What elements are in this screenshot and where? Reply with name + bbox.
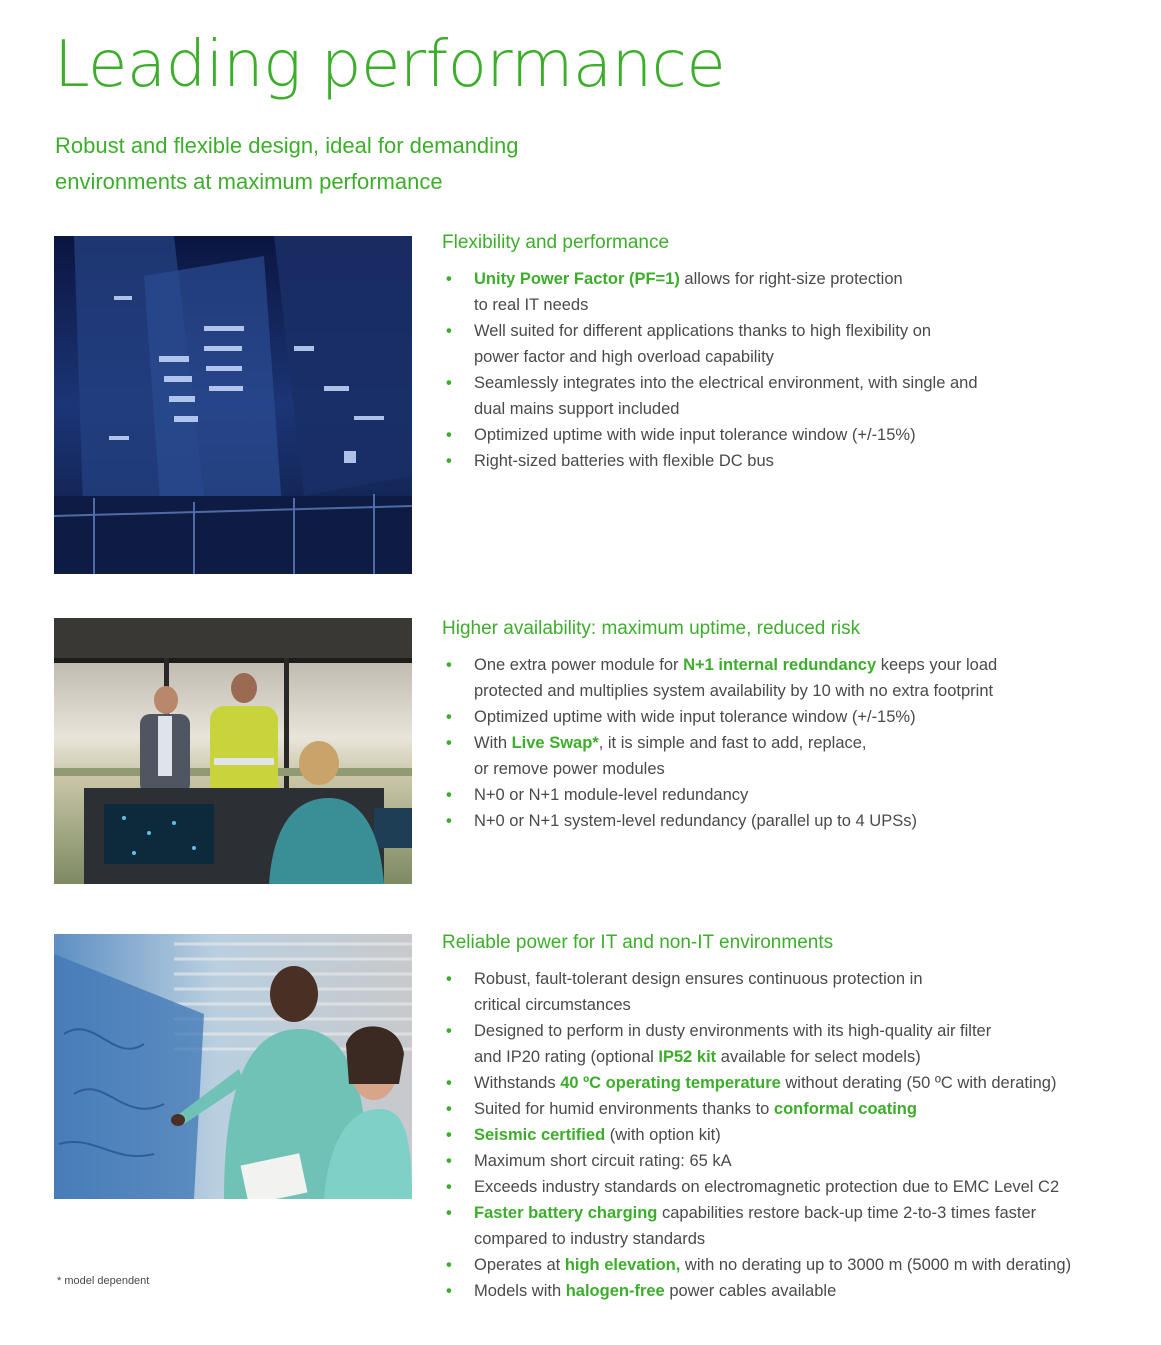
list-item: [442, 266, 1152, 318]
item-text: available for select models): [716, 1048, 921, 1066]
list-item: [442, 1122, 1152, 1148]
item-text: Models with: [474, 1282, 566, 1300]
item-text: Optimized uptime with wide input tolerance window (+/-15%): [474, 708, 916, 726]
list-item: [442, 652, 1152, 704]
item-text-line-2: power factor and high overload capability: [474, 348, 774, 366]
list-item: [442, 1096, 1152, 1122]
list-item: [442, 318, 1152, 370]
list-item: [442, 1070, 1152, 1096]
section-heading: Reliable power for IT and non-IT environments: [442, 932, 834, 953]
feature-list: [442, 966, 1152, 1304]
city-night-photo-graphic: [54, 236, 412, 574]
item-highlight: halogen-free: [565, 1282, 665, 1300]
medical-staff-photo-graphic: [54, 934, 412, 1199]
item-text-line-2: dual mains support included: [474, 400, 680, 418]
section-heading: Higher availability: maximum uptime, reduced risk: [442, 618, 861, 639]
list-item: [442, 730, 1152, 782]
list-item: [442, 448, 1152, 474]
list-item: [442, 1148, 1152, 1174]
item-highlight: IP52 kit: [658, 1048, 717, 1066]
section-heading: Flexibility and performance: [442, 232, 670, 253]
item-text: Designed to perform in dusty environments with its high-quality air filter: [474, 1022, 992, 1040]
list-item: [442, 704, 1152, 730]
item-text: Seamlessly integrates into the electrical environment, with single and: [474, 374, 978, 392]
item-text: Right-sized batteries with flexible DC bus: [474, 452, 774, 470]
list-item: [442, 422, 1152, 448]
item-highlight: Unity Power Factor (PF=1): [474, 270, 680, 288]
page-subtitle: [55, 128, 615, 200]
item-text: Exceeds industry standards on electromagnetic protection due to EMC Level C2: [474, 1178, 1060, 1196]
item-highlight: Live Swap*: [511, 734, 599, 752]
item-text-line-2: [474, 1044, 1152, 1070]
section-flexibility: [442, 230, 1152, 474]
list-item: [442, 966, 1152, 1018]
item-text: power cables available: [664, 1282, 837, 1300]
list-item: [442, 1278, 1152, 1304]
item-text-line-2: protected and multiplies system availability by 10 with no extra footprint: [474, 682, 994, 700]
item-text-line-2: critical circumstances: [474, 996, 631, 1014]
subtitle-line-2: environments at maximum performance: [55, 169, 443, 194]
item-text-line-2: or remove power modules: [474, 760, 665, 778]
list-item: [442, 1200, 1152, 1252]
item-text-line-2: to real IT needs: [474, 296, 589, 314]
subtitle-line-1: Robust and flexible design, ideal for demanding: [55, 133, 519, 158]
item-text: One extra power module for: [474, 656, 684, 674]
list-item: [442, 370, 1152, 422]
item-text: Withstands: [474, 1074, 561, 1092]
page-title: Leading performance: [54, 28, 726, 102]
item-text: and IP20 rating (optional: [474, 1048, 659, 1066]
list-item: [442, 808, 1152, 834]
item-highlight: Seismic certified: [474, 1126, 606, 1144]
item-highlight: 40 ºC operating temperature: [560, 1074, 781, 1092]
item-text: with no derating up to 3000 m (5000 m with derating): [680, 1256, 1072, 1274]
item-highlight: high elevation,: [564, 1256, 681, 1274]
item-highlight: conformal coating: [773, 1100, 917, 1118]
item-text: N+0 or N+1 system-level redundancy (parallel up to 4 UPSs): [474, 812, 917, 830]
section-availability: [442, 616, 1152, 834]
item-text: Maximum short circuit rating: 65 kA: [474, 1152, 732, 1170]
item-highlight: N+1 internal redundancy: [683, 656, 877, 674]
item-text: keeps your load: [876, 656, 998, 674]
list-item: [442, 1252, 1152, 1278]
section-reliable-power: [442, 930, 1152, 1304]
item-text: Suited for humid environments thanks to: [474, 1100, 774, 1118]
item-text: With: [474, 734, 512, 752]
control-room-photo-graphic: [54, 618, 412, 884]
item-text: (with option kit): [605, 1126, 721, 1144]
item-text-line-2: compared to industry standards: [474, 1230, 706, 1248]
feature-list: [442, 652, 1152, 834]
list-item: [442, 1174, 1152, 1200]
city-night-photo: [54, 236, 412, 574]
item-text: Optimized uptime with wide input tolerance window (+/-15%): [474, 426, 916, 444]
list-item: [442, 1018, 1152, 1070]
item-text: allows for right-size protection: [679, 270, 903, 288]
item-text: capabilities restore back-up time 2-to-3 times faster: [657, 1204, 1037, 1222]
item-text: without derating (50 ºC with derating): [780, 1074, 1057, 1092]
item-text: Operates at: [474, 1256, 565, 1274]
item-text: Well suited for different applications thanks to high flexibility on: [474, 322, 932, 340]
control-room-photo: [54, 618, 412, 884]
item-text: Robust, fault-tolerant design ensures continuous protection in: [474, 970, 923, 988]
item-text: , it is simple and fast to add, replace,: [598, 734, 867, 752]
footnote: * model dependent: [57, 1275, 150, 1287]
item-highlight: Faster battery charging: [474, 1204, 658, 1222]
item-text: N+0 or N+1 module-level redundancy: [474, 786, 749, 804]
feature-list: [442, 266, 1152, 474]
medical-staff-photo: [54, 934, 412, 1199]
list-item: [442, 782, 1152, 808]
